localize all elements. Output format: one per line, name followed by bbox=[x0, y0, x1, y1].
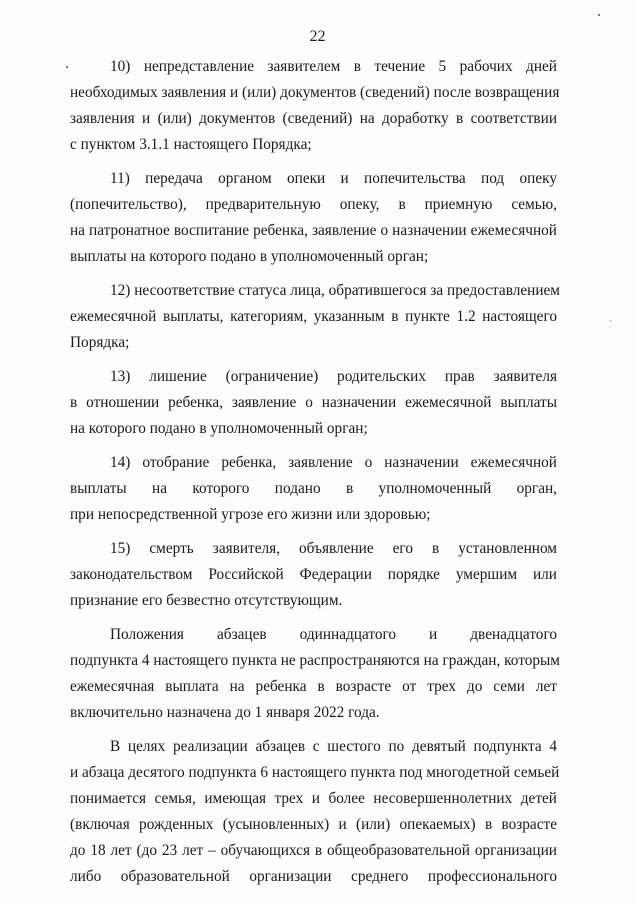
text-line: понимается семья, имеющая трех и более несовершеннолетних детей bbox=[70, 790, 557, 807]
text-line: 10) непредставление заявителем в течение 5 рабочих дней bbox=[110, 58, 557, 75]
paragraph bbox=[70, 622, 560, 726]
text-line: законодательством Российской Федерации порядке умершим или bbox=[70, 566, 557, 583]
text-line: Положения абзацев одиннадцатого и двенадцатого bbox=[110, 626, 557, 643]
paragraph bbox=[70, 450, 557, 528]
paragraph bbox=[70, 364, 557, 442]
text-line: ежемесячной выплаты, категориям, указанным в пункте 1.2 настоящего bbox=[70, 308, 557, 325]
paragraph bbox=[70, 54, 560, 158]
text-line: (включая рожденных (усыновленных) и (или) опекаемых) в возрасте bbox=[70, 816, 557, 833]
text-line: ежемесячная выплата на ребенка в возрасте от трех до семи лет bbox=[70, 678, 557, 695]
scan-speck bbox=[598, 14, 600, 16]
text-line: при непосредственной угрозе его жизни или здоровью; bbox=[70, 506, 431, 523]
text-line: либо образовательной организации среднего профессионального bbox=[70, 868, 557, 885]
text-line: 14) отобрание ребенка, заявление о назначении ежемесячной bbox=[110, 454, 557, 471]
text-line: включительно назначена до 1 января 2022 года. bbox=[70, 704, 380, 721]
paragraph bbox=[70, 166, 557, 270]
text-line: Порядка; bbox=[70, 334, 130, 351]
text-line: 13) лишение (ограничение) родительских прав заявителя bbox=[110, 368, 557, 385]
text-line: выплаты на которого подано в уполномоченный орган; bbox=[70, 248, 429, 265]
text-line: 15) смерть заявителя, объявление его в установленном bbox=[110, 540, 557, 557]
text-line: 11) передача органом опеки и попечительства под опеку bbox=[110, 170, 557, 187]
text-line: подпункта 4 настоящего пункта не распространяются на граждан, которым bbox=[70, 652, 560, 669]
text-line: на которого подано в уполномоченный орган; bbox=[70, 420, 368, 437]
page-number: 22 bbox=[309, 28, 326, 45]
text-line: до 18 лет (до 23 лет – обучающихся в общеобразовательной организации bbox=[70, 842, 557, 859]
scan-speck bbox=[66, 66, 68, 68]
text-line: и абзаца десятого подпункта 6 настоящего пункта под многодетной семьей bbox=[70, 764, 560, 781]
paragraph bbox=[70, 278, 560, 356]
text-line: признание его безвестно отсутствующим. bbox=[70, 592, 343, 609]
text-line: с пунктом 3.1.1 настоящего Порядка; bbox=[70, 136, 312, 153]
text-line: в отношении ребенка, заявление о назначении ежемесячной выплаты bbox=[70, 394, 557, 411]
paragraph bbox=[70, 536, 557, 614]
text-line: выплаты на которого подано в уполномоченный орган, bbox=[70, 480, 557, 497]
scan-speck bbox=[610, 320, 611, 321]
document-body bbox=[70, 54, 560, 898]
paragraph bbox=[70, 734, 560, 890]
text-line: В целях реализации абзацев с шестого по девятый подпункта 4 bbox=[110, 738, 557, 755]
text-line: необходимых заявления и (или) документов (сведений) после возвращения bbox=[70, 84, 560, 101]
text-line: заявления и (или) документов (сведений) на доработку в соответствии bbox=[70, 110, 557, 127]
text-line: (попечительство), предварительную опеку, в приемную семью, bbox=[70, 196, 557, 213]
text-line: 12) несоответствие статуса лица, обратившегося за предоставлением bbox=[110, 282, 560, 299]
text-line: на патронатное воспитание ребенка, заявление о назначении ежемесячной bbox=[70, 222, 557, 239]
